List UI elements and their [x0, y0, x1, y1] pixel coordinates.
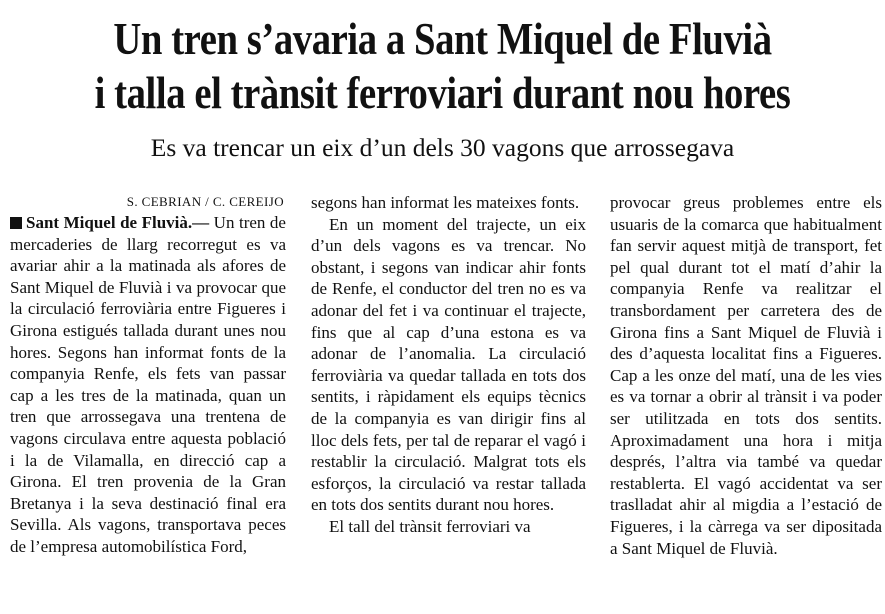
lead-text: Un tren de mercaderies de llarg recorregut es va avariar ahir a la matinada als afores de Sant Miquel de Fluvià i va provocar que la circulació ferroviària entre Figueres i Girona estigués tallada durant unes nou hores. Segons han informat fonts de la companyia Renfe, els fets van passar cap a les tres de la matinada, quan un tren que arrossegava una trentena de vagons circulava entre aquesta població i la de Vilamalla, en direcció cap a Girona. El tren provenia de la Gran Bretanya i la seva destinació final era Sevilla. Als vagons, transportava peces de l’empresa automobilística Ford, [10, 213, 286, 556]
paragraph: En un moment del trajecte, un eix d’un dels vagons es va trencar. No obstant, i segons van indicar ahir fonts de Renfe, el conductor del tren no es va adonar del fet i va continuar el trajecte, fins que al cap d’una estona es va adonar de l’anomalia. La circulació ferroviària va quedar tallada en tots dos sentits, i ràpidament els equips tècnics de la companyia es van dirigir fins al lloc dels fets, per tal de reparar el vagó i restablir la circulació. Malgrat tots els esforços, la circulació va restar tallada en tots dos sentits durant nou hores. [311, 214, 586, 515]
subtitle: Es va trencar un eix d’un dels 30 vagons que arrossegava [150, 133, 735, 162]
headline-line-2: i talla el trànsit ferroviari durant nou hores [94, 68, 791, 118]
paragraph: segons han informat les mateixes fonts. [311, 193, 580, 212]
paragraph: provocar greus problemes entre els usuaris de la comarca que habitualment fan servir aquest mitjà de transport, fet pel qual durant tot el matí d’ahir la companyia Renfe va realitzar el transbordament per carretera des de Girona fins a Sant Miquel de Fluvià i des d’aquesta localitat fins a Figueres. Cap a les onze del matí, una de les vies es va tornar a obrir al trànsit i va poder ser utilitzada en tots dos sentits. Aproximadament una hora i mitja després, l’altra via també va quedar restablerta. El vagó accidentat va ser traslladat ahir al migdia a l’estació de Figueres, i la càrrega va ser dipositada a Sant Miquel de Fluvià. [610, 193, 882, 558]
column-2 [311, 192, 586, 612]
column-1 [10, 192, 286, 612]
headline [62, 0, 823, 120]
lead-paragraph [10, 212, 286, 558]
headline-line-1: Un tren s’avaria a Sant Miquel de Fluvià [113, 14, 772, 64]
byline: S. CEBRIAN / C. CEREIJO [126, 194, 284, 209]
column-3 [610, 192, 882, 612]
paragraph: El tall del trànsit ferroviari va [329, 516, 531, 536]
lead-square-icon [10, 217, 22, 229]
article-body [10, 192, 882, 612]
dateline: Sant Miquel de Fluvià.— [26, 213, 210, 232]
